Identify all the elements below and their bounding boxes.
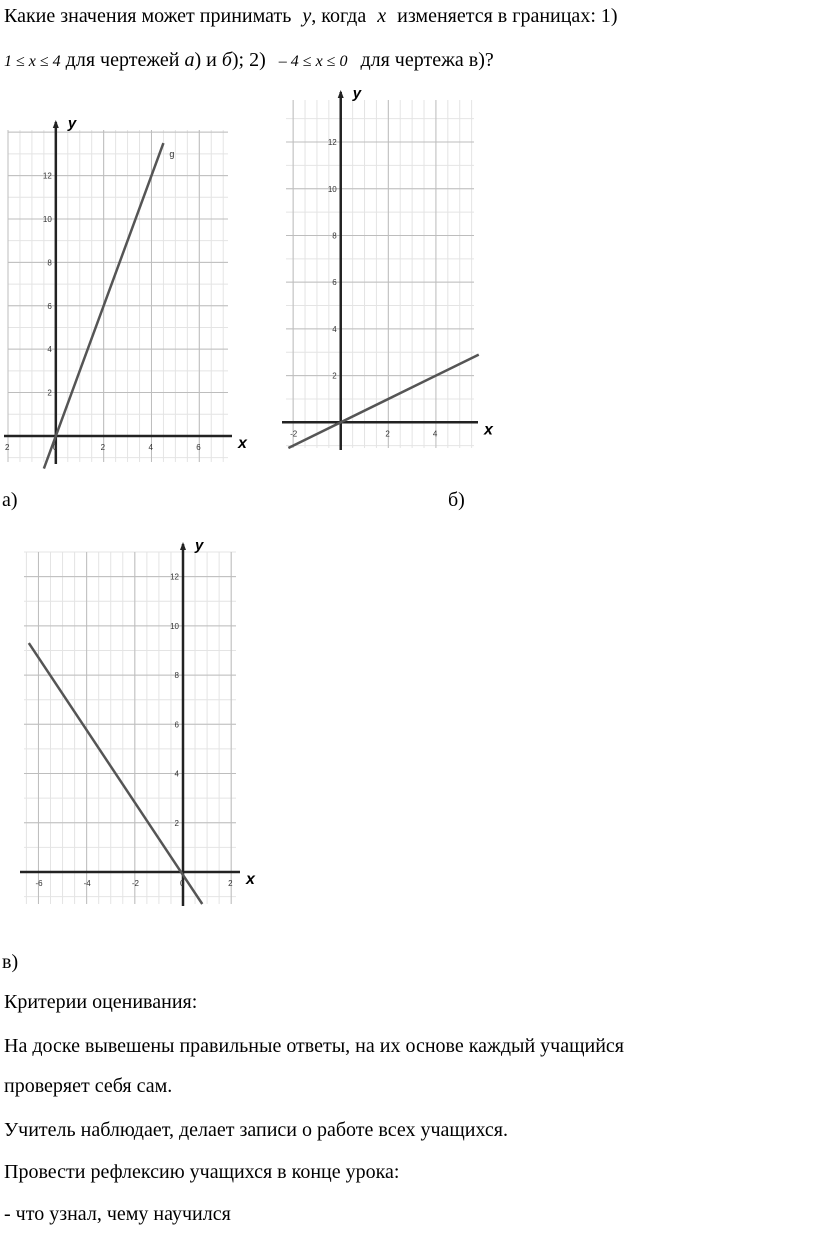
x-axis-label: x (246, 871, 255, 888)
paragraph-1-line-1: На доске вывешены правильные ответы, на их основе каждый учащийся (4, 1035, 624, 1057)
x-axis-label: x (484, 421, 493, 439)
y-axis-label: y (352, 85, 362, 102)
graph-a (0, 90, 247, 470)
x-tick-label: -2 (131, 879, 139, 888)
y-axis-arrow (180, 542, 186, 550)
y-tick-label: 8 (332, 231, 337, 241)
series-label: g (169, 149, 175, 160)
y-axis-label: y (67, 115, 77, 132)
y-tick-label: 12 (170, 572, 179, 582)
x-tick-label: 0 (52, 442, 58, 452)
question-text: ) и (194, 49, 217, 71)
y-tick-label: 4 (174, 769, 179, 779)
x-tick-label: 4 (432, 429, 438, 439)
y-axis-arrow (338, 90, 344, 98)
var-x: x (377, 5, 387, 27)
x-tick-label: -4 (83, 879, 91, 888)
y-tick-label: 10 (42, 214, 52, 224)
y-tick-label: 8 (174, 671, 179, 681)
graph-c (14, 534, 264, 908)
question-text: , когда (311, 5, 367, 27)
y-tick-label: 2 (47, 388, 52, 398)
condition-1: 1 ≤ x ≤ 4 (4, 53, 61, 70)
paragraph-4: - что узнал, чему научился (4, 1203, 231, 1225)
x-tick-label: 6 (196, 442, 201, 452)
x-tick-label: 2 (5, 442, 10, 452)
x-tick-label: -6 (35, 879, 43, 888)
paragraph-3: Провести рефлексию учащихся в конце урока: (4, 1161, 400, 1183)
caption-c: в) (2, 951, 19, 973)
question-text: Какие значения может принимать (4, 5, 292, 27)
question-text: для чертежей (65, 49, 180, 71)
x-tick-label: 2 (100, 442, 106, 452)
graph-b (276, 85, 494, 458)
question-text: изменяется в границах: 1) (397, 5, 618, 27)
question-text: для чертежа в)? (360, 49, 494, 71)
x-tick-label: 4 (148, 442, 153, 452)
x-tick-label: -2 (290, 429, 298, 439)
caption-b: б) (448, 489, 465, 511)
condition-2: – 4 ≤ x ≤ 0 (278, 53, 348, 70)
x-tick-label: 0 (180, 879, 185, 888)
y-tick-label: 6 (174, 720, 179, 730)
y-tick-label: 4 (47, 345, 52, 355)
y-tick-label: 12 (327, 138, 337, 148)
y-tick-label: 10 (327, 184, 337, 194)
caption-a: а) (2, 489, 18, 511)
var-y: y (302, 5, 312, 27)
question-line-2 (4, 48, 494, 74)
letter-b: б (221, 49, 232, 71)
y-tick-label: 8 (47, 258, 52, 268)
x-axis-label: x (238, 434, 247, 452)
y-tick-label: 4 (332, 324, 337, 334)
y-tick-label: 12 (42, 171, 52, 181)
y-tick-label: 2 (332, 371, 337, 381)
y-tick-label: 6 (332, 278, 337, 288)
letter-a: а (184, 49, 195, 71)
x-tick-label: 2 (385, 429, 390, 439)
criteria-title: Критерии оценивания: (4, 991, 198, 1013)
y-tick-label: 6 (47, 301, 52, 311)
y-tick-label: 10 (170, 621, 179, 631)
x-tick-label: 2 (228, 879, 233, 888)
y-axis-label: y (195, 537, 204, 554)
y-tick-label: 2 (174, 818, 179, 828)
question-text: ); 2) (231, 49, 266, 71)
question-line-1 (4, 4, 618, 28)
y-axis-arrow (53, 120, 59, 128)
paragraph-1-line-2: проверяет себя сам. (4, 1075, 173, 1097)
paragraph-2: Учитель наблюдает, делает записи о работе всех учащихся. (4, 1119, 509, 1141)
